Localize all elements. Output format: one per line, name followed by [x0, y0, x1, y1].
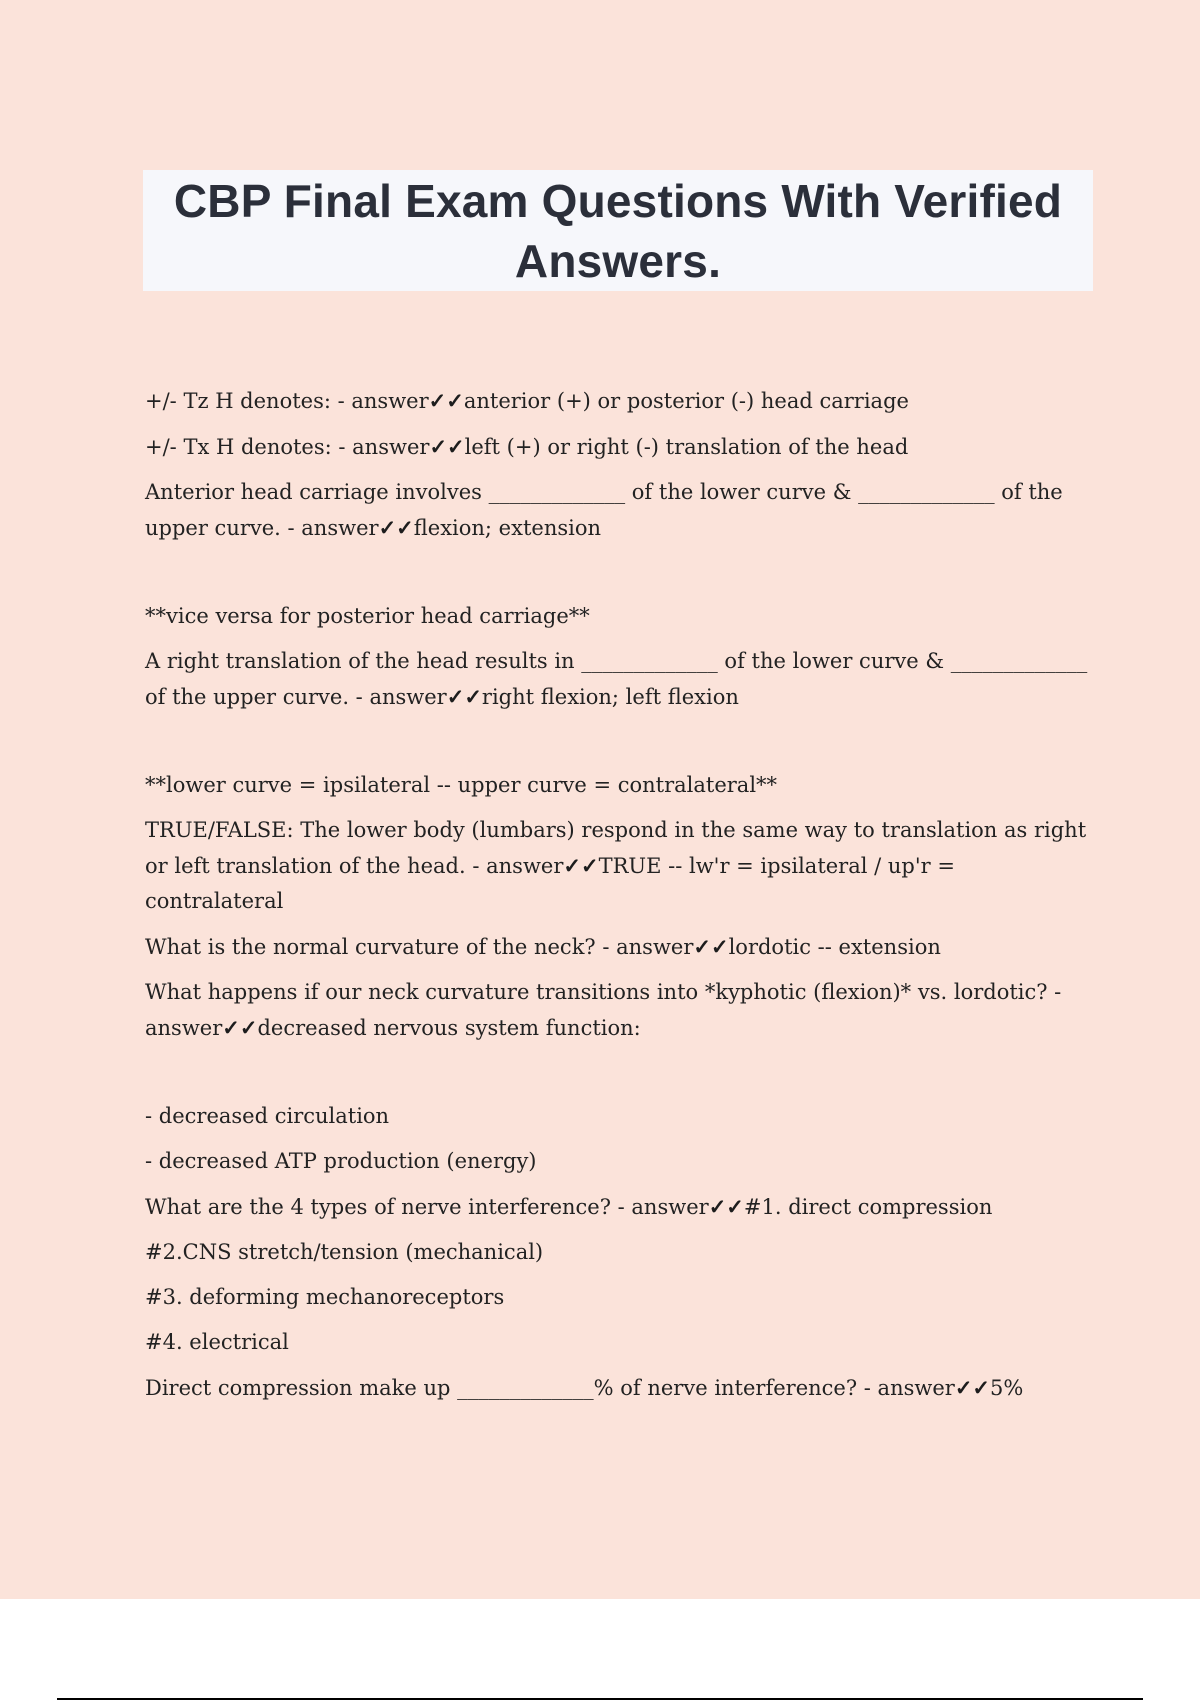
page-title: CBP Final Exam Questions With Verified Answers. — [173, 174, 1063, 287]
note-lower-upper-curve — [145, 768, 1095, 803]
qa-item-5 — [145, 813, 1095, 919]
note-text: **vice versa for posterior head carriage** — [145, 604, 590, 628]
list-item-atp — [145, 1144, 1095, 1179]
double-check-icon: ✓✓ — [693, 934, 729, 959]
double-check-icon: ✓✓ — [446, 684, 482, 709]
question-text: Anterior head carriage involves _____________ of the lower curve & _____________ of the upper curve. - answer — [145, 480, 1063, 540]
note-text: **lower curve = ipsilateral -- upper curve = contralateral** — [145, 773, 778, 797]
double-check-icon: ✓✓ — [708, 1194, 744, 1219]
list-item-text: #3. deforming mechanoreceptors — [145, 1285, 505, 1309]
answer-text: left (+) or right (-) translation of the head — [464, 435, 909, 459]
title-banner — [143, 170, 1093, 291]
qa-content — [145, 383, 1095, 1416]
note-vice-versa — [145, 599, 1095, 634]
qa-item-4 — [145, 644, 1095, 715]
qa-item-6 — [145, 929, 1095, 965]
qa-item-7 — [145, 975, 1095, 1046]
qa-item-9 — [145, 1370, 1095, 1406]
double-check-icon: ✓✓ — [428, 388, 464, 413]
question-text: TRUE/FALSE: The lower body (lumbars) respond in the same way to translation as right or left translation of the head. - answer — [145, 818, 1087, 878]
question-text: What is the normal curvature of the neck? - answer — [145, 935, 694, 959]
qa-item-8 — [145, 1189, 1095, 1225]
question-text: +/- Tz H denotes: - answer — [145, 389, 429, 413]
answer-text: #1. direct compression — [743, 1195, 993, 1219]
list-item-cns — [145, 1235, 1095, 1270]
list-item-electrical — [145, 1325, 1095, 1360]
list-item-text: - decreased ATP production (energy) — [145, 1149, 537, 1173]
list-item-mechanoreceptors — [145, 1280, 1095, 1315]
qa-item-2 — [145, 429, 1095, 465]
double-check-icon: ✓✓ — [954, 1375, 991, 1400]
list-item-text: - decreased circulation — [145, 1104, 390, 1128]
question-text: A right translation of the head results in _____________ of the lower curve & _____________ of the upper curve. - answer — [145, 649, 1088, 709]
question-text: Direct compression make up _____________% of nerve interference? - answer — [145, 1376, 955, 1400]
qa-item-3 — [145, 475, 1095, 546]
answer-text: flexion; extension — [413, 516, 602, 540]
qa-item-1 — [145, 383, 1095, 419]
answer-text: 5% — [990, 1376, 1024, 1400]
answer-text: decreased nervous system function: — [257, 1016, 641, 1040]
question-text: +/- Tx H denotes: - answer — [145, 435, 430, 459]
list-item-text: #2.CNS stretch/tension (mechanical) — [145, 1240, 544, 1264]
list-item-circulation — [145, 1099, 1095, 1134]
double-check-icon: ✓✓ — [378, 515, 414, 540]
double-check-icon: ✓✓ — [222, 1015, 258, 1040]
question-text: What happens if our neck curvature transitions into *kyphotic (flexion)* vs. lordotic? - answer — [145, 980, 1062, 1040]
answer-text: anterior (+) or posterior (-) head carriage — [463, 389, 909, 413]
answer-text: right flexion; left flexion — [481, 685, 739, 709]
answer-text: TRUE -- lw'r = ipsilateral / up'r = contralateral — [145, 854, 955, 913]
list-item-text: #4. electrical — [145, 1330, 289, 1354]
double-check-icon: ✓✓ — [563, 853, 599, 878]
question-text: What are the 4 types of nerve interference? - answer — [145, 1195, 709, 1219]
double-check-icon: ✓✓ — [429, 434, 465, 459]
answer-text: lordotic -- extension — [728, 935, 941, 959]
